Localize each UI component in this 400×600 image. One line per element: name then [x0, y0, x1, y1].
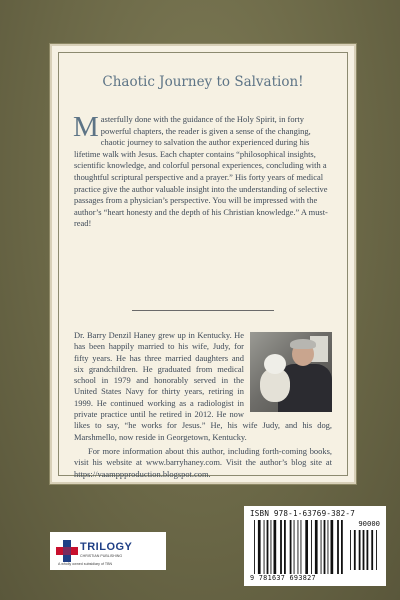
bio-text: Dr. Barry Denzil Haney grew up in Kentucky. He has been happily married to his wife, Judy, for fifty years. He has three married daughters and six grandchildren. He graduated from medical school in 1979 and honorably served in the United States Navy for thirty years, retiring in 1999. He continued working as a radiologist in private practice until he retired in 2012. He now likes to say, “he works for Jesus.” He, his wife Judy, and his dog, Marshmello, now reside in Georgetown, Kentucky. [74, 330, 332, 442]
price-barcode [350, 530, 380, 570]
drop-cap: M [73, 111, 99, 143]
barcode-bar [274, 520, 277, 574]
book-title: Chaotic Journey to Salvation! [102, 74, 304, 90]
barcode-bar [354, 530, 356, 570]
barcode-bar [321, 520, 322, 574]
barcode-bar [290, 520, 292, 574]
isbn-number: ISBN 978-1-63769-382-7 [250, 509, 355, 518]
barcode-bar [284, 520, 286, 574]
trilogy-cross-icon [56, 540, 78, 562]
barcode-bar [301, 520, 302, 574]
barcode-bar [315, 520, 318, 574]
barcode-bar [280, 520, 282, 574]
barcode-bar [294, 520, 295, 574]
back-cover-panel [50, 44, 356, 484]
price-code: 90000 [358, 519, 380, 528]
publisher-tagline: CHRISTIAN PUBLISHING [80, 554, 123, 558]
isbn-barcode [244, 506, 386, 586]
description-text: asterfully done with the guidance of the Holy Spirit, in forty powerful chapters, the reader is given a sense of the changing, chaotic journey to salvation the author experienced during his lifetime walk with Jesus. Each chapter contains “philosophical insights, scientific knowledge, and colorful personal experiences, concluding with a thoughtful scriptural perspective and a prayer.” His forty years of medical practice give the author valuable insight into the understanding of selective passages from a physician’s perspective. You will be impressed with the author’s “heart honesty and the depth of his Christian knowledge.” A must-read! [74, 114, 328, 229]
barcode-bar [328, 520, 329, 574]
barcode-digits: 9 781637 693827 [250, 574, 316, 582]
barcode-bar [305, 520, 308, 574]
ean-barcode [254, 520, 346, 574]
photo-author-hair [290, 339, 316, 349]
barcode-bar [324, 520, 326, 574]
barcode-bar [258, 520, 261, 574]
author-bio [74, 330, 332, 480]
publisher-name: TRILOGY [80, 541, 133, 553]
photo-dog-head [264, 354, 286, 374]
barcode-bar [271, 520, 272, 574]
barcode-bar [337, 520, 339, 574]
publisher-logo [50, 532, 166, 570]
barcode-bar [254, 520, 255, 574]
more-info-text: For more information about this author, including forth-coming books, visit his website at www.barryhaney.com. Visit the author’s blog site at https://vaamppproduction.blogspot.com. [74, 445, 332, 479]
barcode-bar [359, 530, 361, 570]
barcode-bar [331, 520, 334, 574]
section-divider [132, 310, 274, 311]
book-description [73, 111, 332, 230]
barcode-bar [367, 530, 369, 570]
barcode-bar [298, 520, 299, 574]
barcode-bar [311, 520, 312, 574]
barcode-bar [264, 520, 265, 574]
barcode-bar [371, 530, 373, 570]
barcode-bar [341, 520, 343, 574]
publisher-subsidiary: A wholly owned subsidiary of TBN [58, 562, 113, 566]
barcode-bar [267, 520, 269, 574]
barcode-bar [376, 530, 377, 570]
author-photo [250, 332, 332, 412]
barcode-bar [350, 530, 351, 570]
barcode-bar [363, 530, 365, 570]
